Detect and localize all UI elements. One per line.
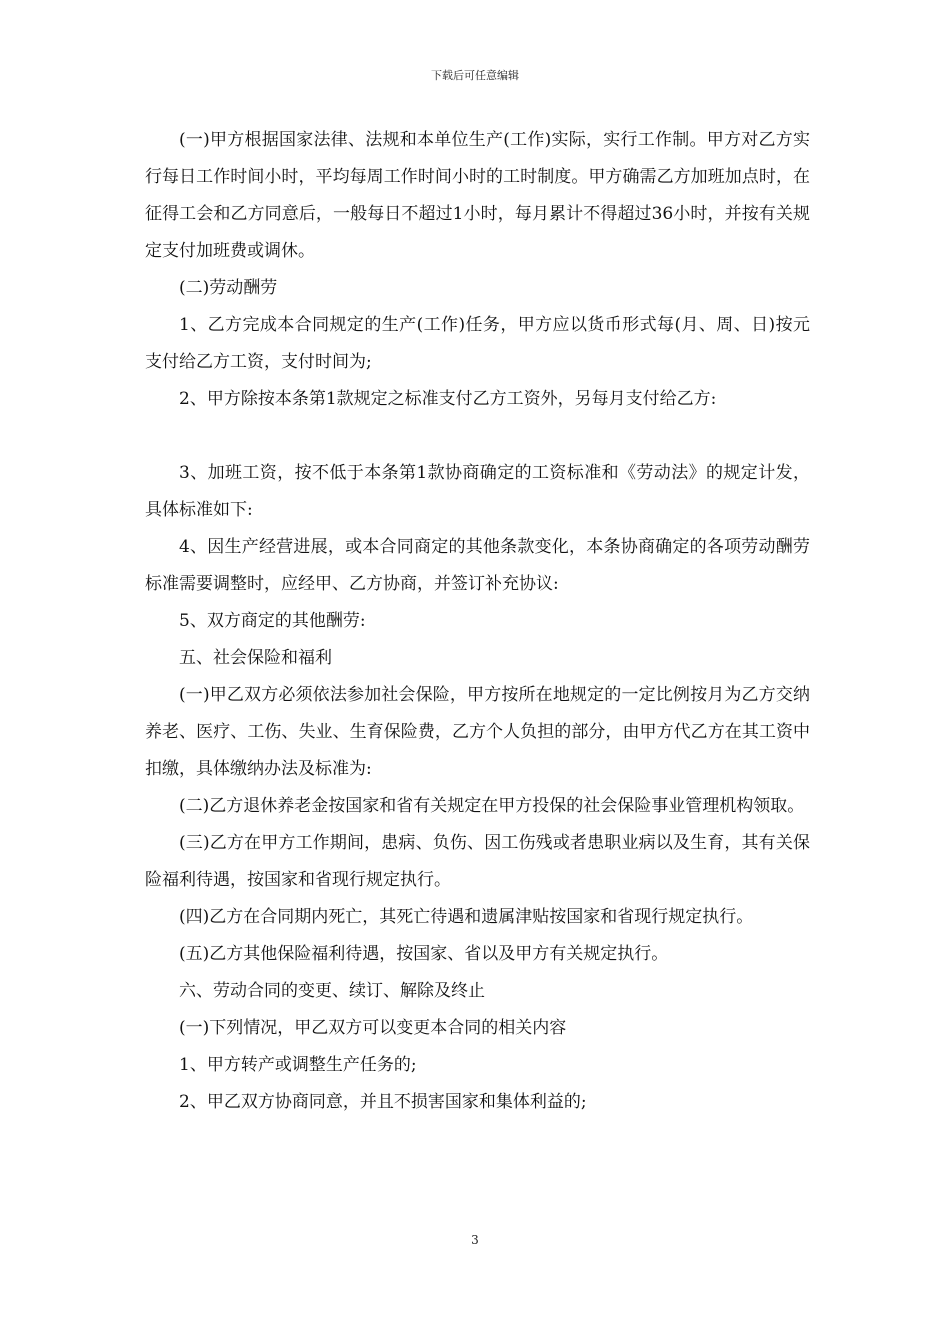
paragraph-remuneration-3: 3、加班工资，按不低于本条第1款协商确定的工资标准和《劳动法》的规定计发，具体标准如下:: [145, 463, 810, 520]
paragraph-changes-1: 1、甲方转产或调整生产任务的;: [179, 1055, 417, 1075]
paragraph-insurance-2: (二)乙方退休养老金按国家和省有关规定在甲方投保的社会保险事业管理机构领取。: [179, 796, 805, 816]
paragraph-changes-intro: (一)下列情况，甲乙双方可以变更本合同的相关内容: [179, 1018, 567, 1038]
paragraph-insurance-5: (五)乙方其他保险福利待遇，按国家、省以及甲方有关规定执行。: [179, 944, 669, 964]
paragraph-remuneration-1: 1、乙方完成本合同规定的生产(工作)任务，甲方应以货币形式每(月、周、日)按元支付给乙方工资，支付时间为;: [145, 315, 810, 372]
page-header: 下载后可任意编辑: [431, 69, 519, 82]
paragraph-remuneration-5: 5、双方商定的其他酬劳:: [179, 611, 366, 631]
blank-line: [145, 418, 810, 455]
paragraph-remuneration-4: 4、因生产经营进展，或本合同商定的其他条款变化，本条协商确定的各项劳动酬劳标准需要调整时，应经甲、乙方协商，并签订补充协议:: [145, 537, 810, 594]
paragraph-insurance-1: (一)甲乙双方必须依法参加社会保险，甲方按所在地规定的一定比例按月为乙方交纳养老、医疗、工伤、失业、生育保险费，乙方个人负担的部分，由甲方代乙方在其工资中扣缴，具体缴纳办法及标准为:: [145, 685, 810, 779]
section-heading-contract-changes: 六、劳动合同的变更、续订、解除及终止: [179, 981, 485, 1001]
paragraph-insurance-3: (三)乙方在甲方工作期间，患病、负伤、因工伤残或者患职业病以及生育，其有关保险福利待遇，按国家和省现行规定执行。: [145, 833, 810, 890]
page-number: 3: [471, 1233, 479, 1247]
document-body: [145, 122, 810, 1121]
paragraph-changes-2: 2、甲乙双方协商同意，并且不损害国家和集体利益的;: [179, 1092, 587, 1112]
paragraph-working-hours: (一)甲方根据国家法律、法规和本单位生产(工作)实际，实行工作制。甲方对乙方实行每日工作时间小时，平均每周工作时间小时的工时制度。甲方确需乙方加班加点时，在征得工会和乙方同意后，一般每日不超过1小时，每月累计不得超过36小时，并按有关规定支付加班费或调休。: [145, 130, 810, 261]
section-heading-social-insurance: 五、社会保险和福利: [179, 648, 332, 668]
paragraph-remuneration-heading: (二)劳动酬劳: [179, 278, 278, 298]
paragraph-insurance-4: (四)乙方在合同期内死亡，其死亡待遇和遗属津贴按国家和省现行规定执行。: [179, 907, 754, 927]
paragraph-remuneration-2: 2、甲方除按本条第1款规定之标准支付乙方工资外，另每月支付给乙方:: [179, 389, 717, 409]
